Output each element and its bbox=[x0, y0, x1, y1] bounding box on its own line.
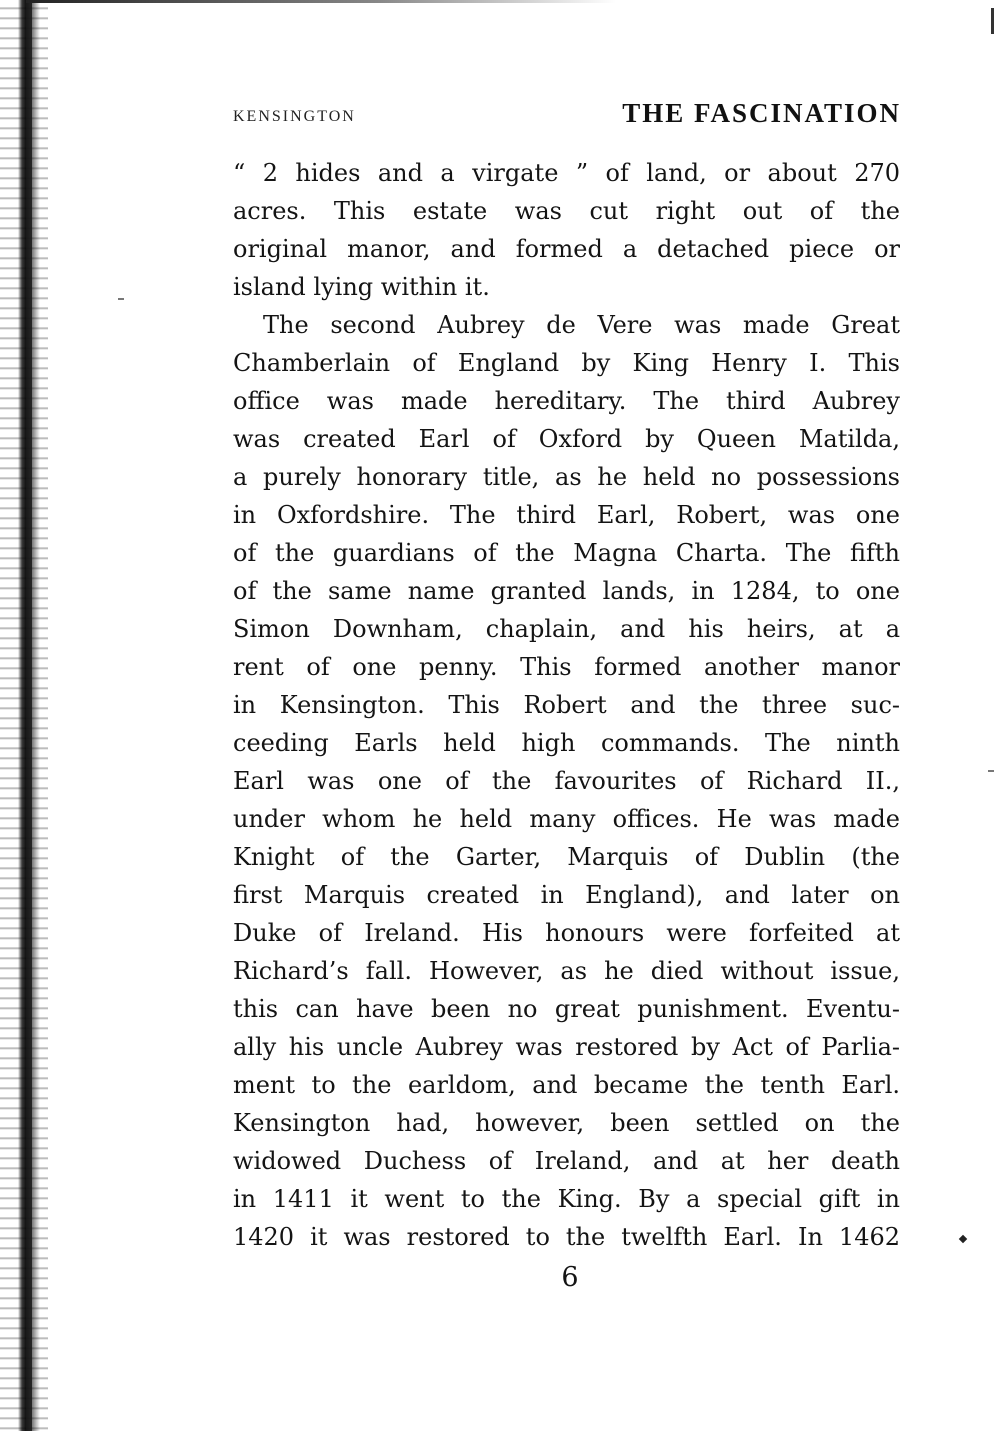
text-line: ment to the earldom, and became the tenth Earl. bbox=[233, 1071, 900, 1099]
text-line: first Marquis created in England), and later on bbox=[233, 881, 900, 909]
text-line: Earl was one of the favourites of Richard II., bbox=[233, 767, 900, 795]
text-line: Knight of the Garter, Marquis of Dublin (the bbox=[233, 843, 900, 871]
running-head-section: KENSINGTON bbox=[233, 108, 356, 125]
text-line: Duke of Ireland. His honours were forfeited at bbox=[233, 919, 900, 947]
text-line: The second Aubrey de Vere was made Great bbox=[263, 311, 900, 339]
page-number: 6 bbox=[561, 1262, 579, 1293]
text-line: 1420 it was restored to the twelfth Earl. In 1462 bbox=[233, 1223, 900, 1251]
margin-dash bbox=[988, 770, 994, 772]
text-line: was created Earl of Oxford by Queen Matilda, bbox=[233, 425, 900, 453]
corner-mark bbox=[991, 8, 994, 34]
text-line: a purely honorary title, as he held no possessions bbox=[233, 463, 900, 491]
text-line: Richard’s fall. However, as he died without issue, bbox=[233, 957, 900, 985]
text-line: widowed Duchess of Ireland, and at her death bbox=[233, 1147, 900, 1175]
text-line: of the guardians of the Magna Charta. The fifth bbox=[233, 539, 900, 567]
text-line: ceeding Earls held high commands. The ninth bbox=[233, 729, 900, 757]
text-line: island lying within it. bbox=[233, 273, 490, 301]
running-header bbox=[233, 98, 901, 138]
text-line: “ 2 hides and a virgate ” of land, or about 270 bbox=[233, 159, 900, 187]
text-line: in Kensington. This Robert and the three suc- bbox=[233, 691, 900, 719]
page-body bbox=[233, 154, 900, 1256]
text-line: in Oxfordshire. The third Earl, Robert, was one bbox=[233, 501, 900, 529]
text-line: under whom he held many offices. He was made bbox=[233, 805, 900, 833]
page-edge-shadow bbox=[26, 0, 32, 1431]
margin-dash bbox=[118, 298, 124, 300]
text-line: of the same name granted lands, in 1284, to one bbox=[233, 577, 900, 605]
text-line: Simon Downham, chaplain, and his heirs, at a bbox=[233, 615, 900, 643]
binding-gutter bbox=[0, 0, 48, 1431]
text-line: acres. This estate was cut right out of the bbox=[233, 197, 900, 225]
text-line: original manor, and formed a detached piece or bbox=[233, 235, 900, 263]
running-head-title: THE FASCINATION bbox=[622, 98, 901, 128]
text-line: Chamberlain of England by King Henry I. This bbox=[233, 349, 900, 377]
text-line: in 1411 it went to the King. By a special gift in bbox=[233, 1185, 900, 1213]
text-line: Kensington had, however, been settled on the bbox=[233, 1109, 900, 1137]
text-line: office was made hereditary. The third Aubrey bbox=[233, 387, 900, 415]
top-edge-rule bbox=[26, 0, 616, 3]
text-line: rent of one penny. This formed another manor bbox=[233, 653, 900, 681]
text-line: ally his uncle Aubrey was restored by Act of Parlia- bbox=[233, 1033, 900, 1061]
text-line: this can have been no great punishment. Eventu- bbox=[233, 995, 900, 1023]
margin-mark bbox=[959, 1235, 967, 1243]
